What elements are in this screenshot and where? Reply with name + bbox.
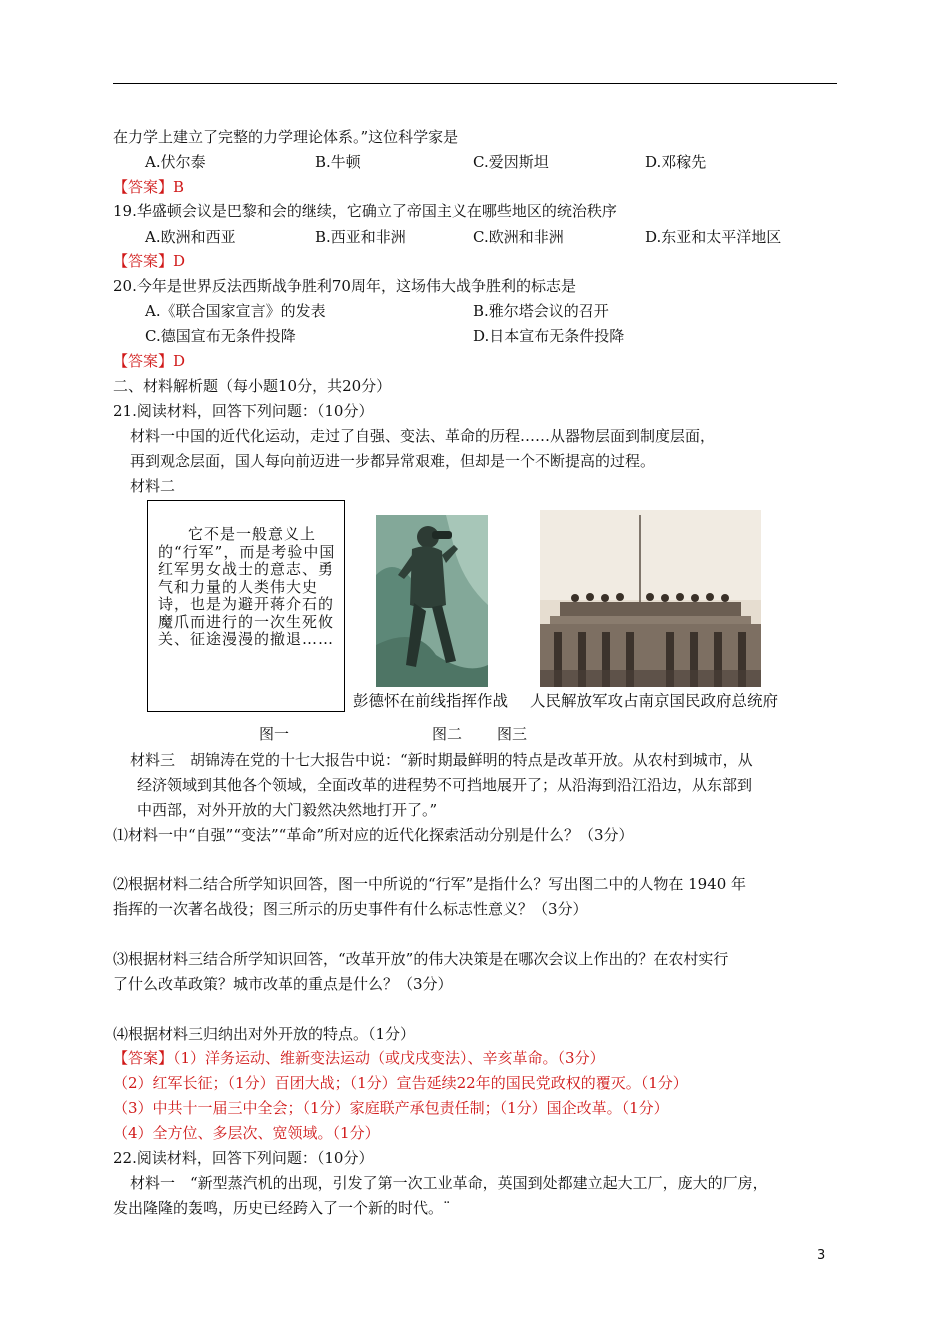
q22-material1-line2: 发出隆隆的轰鸣，历史已经跨入了一个新的时代。¨ — [113, 1199, 451, 1217]
figure2-photo — [376, 515, 488, 687]
q20-stem: 20.今年是世界反法西斯战争胜利70周年，这场伟大战争胜利的标志是 — [113, 277, 576, 295]
q22-stem: 22.阅读材料，回答下列问题：（10分） — [113, 1149, 374, 1167]
q19-option-a: A.欧洲和西亚 — [145, 228, 236, 246]
figure2-caption: 彭德怀在前线指挥作战 — [353, 692, 509, 710]
section-heading: 二、材料解析题（每小题10分，共20分） — [113, 377, 392, 395]
q19-option-c: C.欧洲和非洲 — [473, 228, 564, 246]
q19-answer: 【答案】D — [113, 252, 186, 270]
q20-answer: 【答案】D — [113, 352, 186, 370]
q21-sub1: ⑴材料一中“自强”“变法”“革命”所对应的近代化探索活动分别是什么？（3分） — [113, 826, 634, 844]
q21-sub3-line1: ⑶根据材料三结合所学知识回答，“改革开放”的伟大决策是在哪次会议上作出的？在农村实行 — [113, 950, 729, 968]
q18-stem: 在力学上建立了完整的力学理论体系。”这位科学家是 — [113, 128, 459, 146]
q21-sub2-line2: 指挥的一次著名战役；图三所示的历史事件有什么标志性意义？（3分） — [113, 900, 588, 918]
q21-sub2-line1: ⑵根据材料二结合所学知识回答，图一中所说的“行军”是指什么？写出图二中的人物在 1940 年 — [113, 875, 747, 893]
q21-material1-line1: 材料一中国的近代化运动，走过了自强、变法、革命的历程……从器物层面到制度层面， — [130, 427, 716, 445]
q20-option-a: A.《联合国家宣言》的发表 — [145, 302, 326, 320]
figure1-poem: 它不是一般意义上的“行军”，而是考验中国红军男女战士的意志、勇气和力量的人类伟大史诗，也是为避开蒋介石的魔爪而进行的一次生死攸关、征途漫漫的撤退…… — [158, 525, 336, 648]
q19-option-d: D.东亚和太平洋地区 — [645, 228, 782, 246]
q20-option-b: B.雅尔塔会议的召开 — [473, 302, 609, 320]
q21-answer-2: （2）红军长征；（1分）百团大战；（1分）宣告延续22年的国民党政权的覆灭。（1分） — [113, 1074, 688, 1092]
q19-option-b: B.西亚和非洲 — [315, 228, 406, 246]
page-number: 3 — [817, 1248, 826, 1263]
q21-material3-line2: 经济领域到其他各个领域，全面改革的进程势不可挡地展开了；从沿海到沿江沿边，从东部到 — [137, 776, 753, 794]
q20-option-d: D.日本宣布无条件投降 — [473, 327, 625, 345]
q18-option-c: C.爱因斯坦 — [473, 153, 549, 171]
q21-sub3-line2: 了什么改革政策？城市改革的重点是什么？（3分） — [113, 975, 453, 993]
q21-answer-4: （4）全方位、多层次、宽领域。（1分） — [113, 1124, 380, 1142]
figure2-label: 图二 — [432, 725, 463, 743]
q21-material3-line1: 材料三 胡锦涛在党的十七大报告中说：“新时期最鲜明的特点是改革开放。从农村到城市，从 — [130, 751, 753, 769]
header-rule — [113, 83, 837, 84]
q21-stem: 21.阅读材料，回答下列问题：（10分） — [113, 402, 374, 420]
figure3-label: 图三 — [497, 725, 528, 743]
figure3-photo — [540, 510, 761, 687]
q18-option-d: D.邓稼先 — [645, 153, 707, 171]
q21-answer-3: （3）中共十一届三中全会；（1分）家庭联产承包责任制；（1分）国企改革。（1分） — [113, 1099, 669, 1117]
q21-material1-line2: 再到观念层面，国人每向前迈进一步都异常艰难，但却是一个不断提高的过程。 — [130, 452, 656, 470]
q18-option-b: B.牛顿 — [315, 153, 361, 171]
q21-material3-line3: 中西部，对外开放的大门毅然决然地打开了。” — [137, 801, 438, 819]
q21-answer-1: 【答案】（1）洋务运动、维新变法运动（或戊戌变法）、辛亥革命。（3分） — [113, 1049, 605, 1067]
q21-material2-label: 材料二 — [130, 477, 176, 495]
figure1-label: 图一 — [259, 725, 290, 743]
q18-option-a: A.伏尔泰 — [145, 153, 206, 171]
q22-material1-line1: 材料一 “新型蒸汽机的出现，引发了第一次工业革命，英国到处都建立起大工厂，庞大的厂房， — [130, 1174, 768, 1192]
q20-option-c: C.德国宣布无条件投降 — [145, 327, 296, 345]
q19-stem: 19.华盛顿会议是巴黎和会的继续，它确立了帝国主义在哪些地区的统治秩序 — [113, 202, 617, 220]
figure3-caption: 人民解放军攻占南京国民政府总统府 — [530, 692, 779, 710]
q18-answer: 【答案】B — [113, 178, 185, 196]
q21-sub4: ⑷根据材料三归纳出对外开放的特点。（1分） — [113, 1025, 416, 1043]
